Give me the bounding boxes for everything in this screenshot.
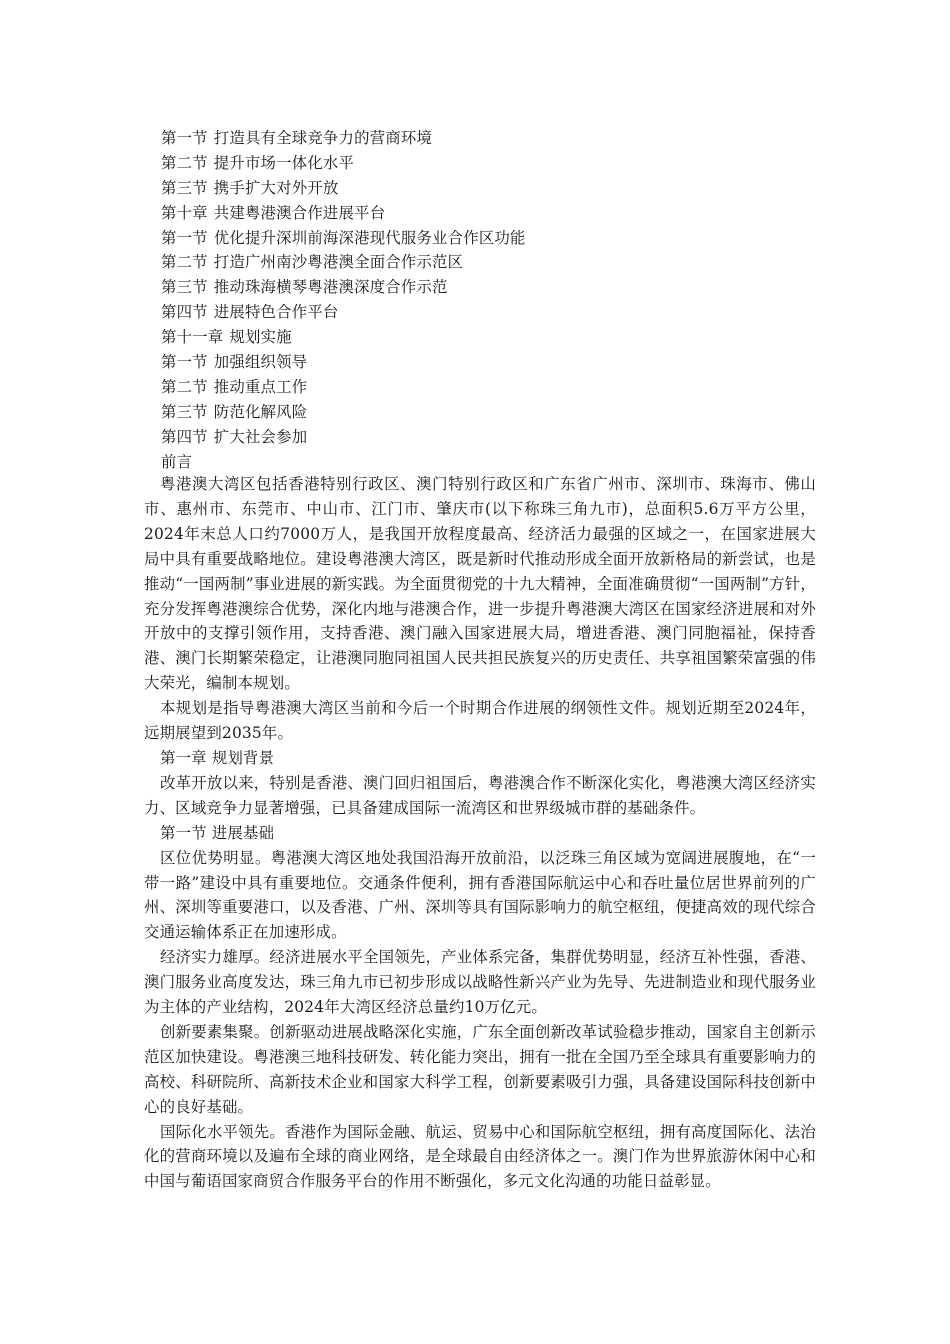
toc-item-title: 推动珠海横琴粤港澳深度合作示范 — [213, 278, 448, 297]
toc-item-title: 推动重点工作 — [213, 377, 308, 396]
section-paragraph: 创新要素集聚。创新驱动进展战略深化实施，广东全面创新改革试验稳步推动，国家自主创新示范区加快建设。粤港澳三地科技研发、转化能力突出，拥有一批在全国乃至全球具有重要影响力的高校、科研院所、高新技术企业和国家大科学工程，创新要素吸引力强，具备建设国际科技创新中心的良好基础。 — [144, 1022, 816, 1116]
toc-item-number: 第四节 — [161, 303, 208, 322]
toc-item-title: 共建粤港澳合作进展平台 — [213, 203, 386, 222]
toc-item-title: 提升市场一体化水平 — [213, 153, 355, 172]
toc-item-number: 第二节 — [161, 377, 208, 396]
toc-item — [161, 375, 801, 400]
toc-item-title: 扩大社会参加 — [213, 427, 308, 446]
toc-item-title: 进展特色合作平台 — [213, 303, 339, 322]
toc-item-number: 第一节 — [161, 228, 208, 247]
toc-item — [161, 226, 801, 251]
toc-item — [161, 275, 801, 300]
toc-item — [161, 176, 801, 201]
toc-item-number: 第一节 — [161, 353, 208, 372]
toc-item — [161, 250, 801, 275]
toc-item-number: 第二节 — [161, 153, 208, 172]
toc-item-title: 打造具有全球竞争力的营商环境 — [213, 129, 433, 147]
toc-item-title: 防范化解风险 — [213, 402, 308, 421]
toc-item — [161, 201, 801, 226]
toc-item-title: 携手扩大对外开放 — [213, 178, 339, 197]
toc-item — [161, 400, 801, 425]
document-body — [144, 472, 816, 1194]
table-of-contents — [161, 126, 801, 474]
toc-item-title: 打造广州南沙粤港澳全面合作示范区 — [213, 253, 464, 272]
toc-item-number: 第三节 — [161, 402, 208, 421]
toc-item — [161, 300, 801, 325]
toc-item-number: 第三节 — [161, 278, 208, 297]
toc-item — [161, 151, 801, 176]
section-paragraph: 区位优势明显。粤港澳大湾区地处我国沿海开放前沿，以泛珠三角区域为宽阔进展腹地，在“一带一路”建设中具有重要地位。交通条件便利，拥有香港国际航运中心和吞吐量位居世界前列的广州、深圳等重要港口，以及香港、广州、深圳等具有国际影响力的航空枢纽，便捷高效的现代综合交通运输体系正在加速形成。 — [144, 848, 816, 942]
toc-item-number: 第四节 — [161, 427, 208, 446]
section-paragraph: 经济实力雄厚。经济进展水平全国领先，产业体系完备，集群优势明显，经济互补性强，香港、澳门服务业高度发达，珠三角九市已初步形成以战略性新兴产业为先导、先进制造业和现代服务业为主体的产业结构，2024年大湾区经济总量约10万亿元。 — [144, 948, 816, 1017]
toc-item-number: 第十一章 — [161, 328, 224, 347]
toc-item-number: 第一节 — [161, 129, 208, 147]
preface-heading: 前言 — [161, 452, 193, 471]
chapter-paragraph: 改革开放以来，特别是香港、澳门回归祖国后，粤港澳合作不断深化实化，粤港澳大湾区经济实力、区域竞争力显著增强，已具备建成国际一流湾区和世界级城市群的基础条件。 — [144, 773, 816, 817]
preface-paragraph: 粤港澳大湾区包括香港特别行政区、澳门特别行政区和广东省广州市、深圳市、珠海市、佛山市、惠州市、东莞市、中山市、江门市、肇庆市(以下称珠三角九市)，总面积5.6万平方公里，2024年末总人口约7000万人，是我国开放程度最高、经济活力最强的区域之一，在国家进展大局中具有重要战略地位。建设粤港澳大湾区，既是新时代推动形成全面开放新格局的新尝试，也是推动“一国两制”事业进展的新实践。为全面贯彻党的十九大精神，全面准确贯彻“一国两制”方针，充分发挥粤港澳综合优势，深化内地与港澳合作，进一步提升粤港澳大湾区在国家经济进展和对外开放中的支撑引领作用，支持香港、澳门融入国家进展大局，增进香港、澳门同胞福祉，保持香港、澳门长期繁荣稳定，让港澳同胞同祖国人民共担民族复兴的历史责任、共享祖国繁荣富强的伟大荣光，编制本规划。 — [144, 475, 816, 693]
section-heading: 第一节 进展基础 — [160, 823, 275, 842]
toc-item-title: 规划实施 — [229, 328, 292, 347]
toc-item — [161, 325, 801, 350]
toc-item-number: 第十章 — [161, 203, 208, 222]
toc-item-number: 第三节 — [161, 178, 208, 197]
toc-item — [161, 350, 801, 375]
section-paragraph: 国际化水平领先。香港作为国际金融、航运、贸易中心和国际航空枢纽，拥有高度国际化、法治化的营商环境以及遍布全球的商业网络，是全球最自由经济体之一。澳门作为世界旅游休闲中心和中国与葡语国家商贸合作服务平台的作用不断强化，多元文化沟通的功能日益彰显。 — [144, 1122, 816, 1191]
preface-paragraph: 本规划是指导粤港澳大湾区当前和今后一个时期合作进展的纲领性文件。规划近期至2024年，远期展望到2035年。 — [144, 699, 816, 743]
toc-item — [161, 126, 801, 151]
toc-item-title: 加强组织领导 — [213, 353, 308, 372]
toc-item-number: 第二节 — [161, 253, 208, 272]
toc-item-title: 优化提升深圳前海深港现代服务业合作区功能 — [213, 228, 526, 247]
chapter-heading: 第一章 规划背景 — [160, 748, 275, 767]
toc-item — [161, 425, 801, 450]
